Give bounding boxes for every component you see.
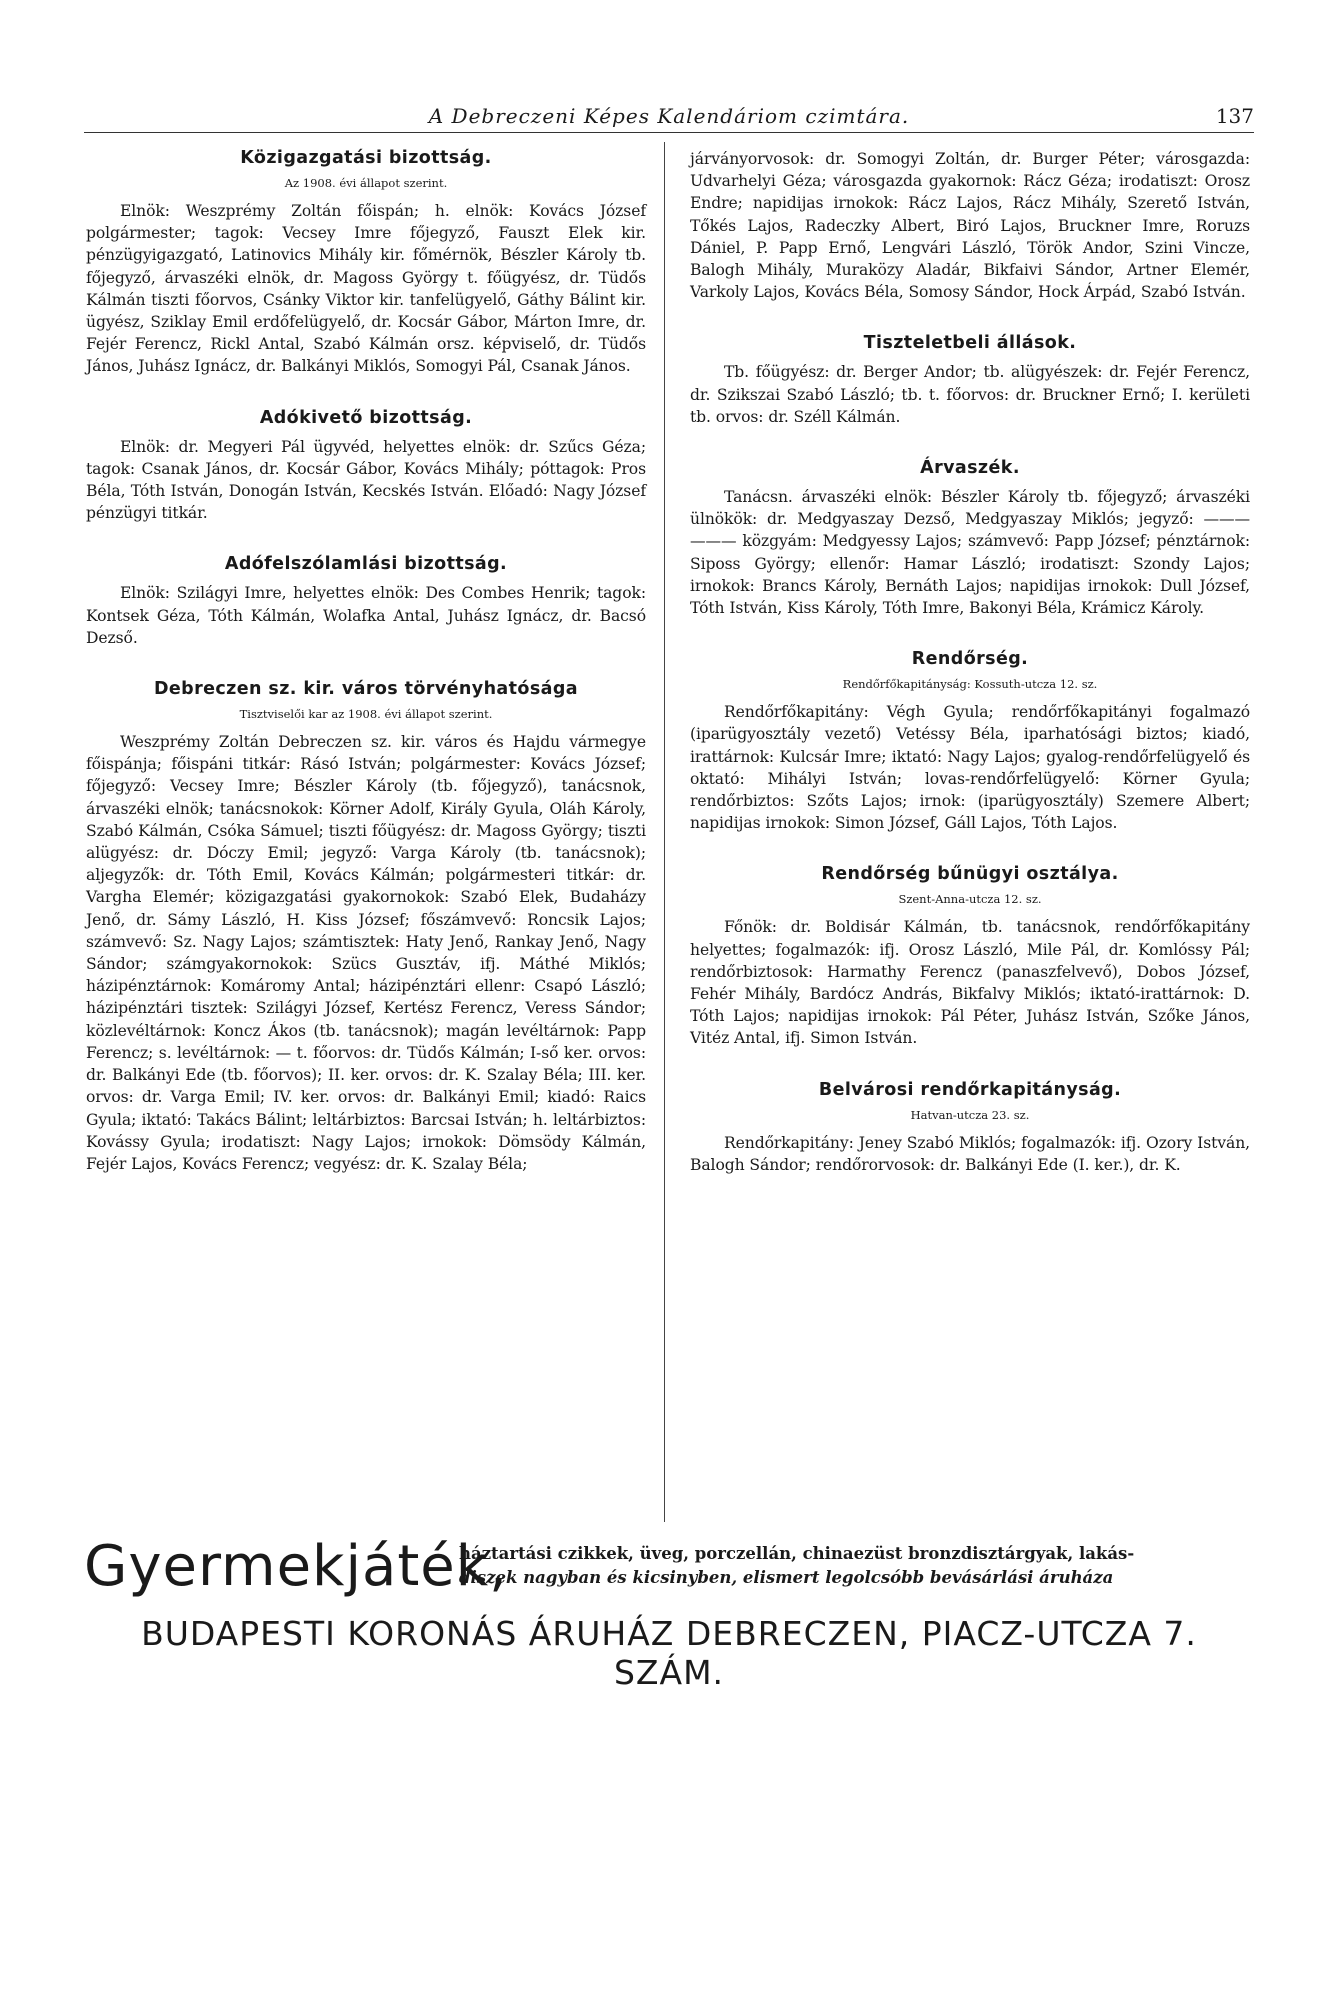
section-title: Rendőrség.	[911, 649, 1029, 670]
section-title: Árvaszék.	[920, 458, 1020, 479]
ad-brand: Gyermekjáték,	[84, 1534, 508, 1599]
ad-description	[459, 1542, 1259, 1590]
section-body: Weszprémy Zoltán Debreczen sz. kir. város és Hajdu vármegye főispánja; főispáni titkár: Rásó István; polgármester: Kovács József; főjegyző: Vecsey Imre; Bészler Károly (tb. főjegyző), tanácsnok, árvaszéki elnök; tanácsnokok: Körner Adolf, Király Gyula, Oláh Károly, Szabó Kálmán, Csóka Sámuel; tiszti főügyész: dr. Magoss György; tiszti alügyész: dr. Dóczy Emil; jegyző: Varga Károly (tb. tanácsnok); aljegyzők: dr. Tóth Emil, Kovács Kálmán; polgármesteri titkár: dr. Vargha Elemér; közigazgatási gyakornokok: Szabó Elek, Budaházy Jenő, dr. Sámy László, H. Kiss József; főszámvevő: Roncsik Lajos; számvevő: Sz. Nagy Lajos; számtisztek: Haty Jenő, Rankay Jenő, Nagy Sándor; számgyakornokok: Szücs Gusztáv, ifj. Máthé Miklós; házipénztárnok: Komáromy Antal; házipénztári ellenr: Csapó László; házipénztári tisztek: Szilágyi József, Kertész Ferencz, Veress Sándor; közlevéltárnok: Koncz Ákos (tb. tanácsnok); magán levéltárnok: Papp Ferencz; s. levéltárnok: — t. főorvos: dr. Tüdős Kálmán; I-ső ker. orvos: dr. Balkányi Ede (tb. főorvos); II. ker. orvos: dr. K. Szalay Béla; III. ker. orvos: dr. Varga Emil; IV. ker. orvos: dr. Balkányi Emil; kiadó: Raics Gyula; iktató: Takács Bálint; leltárbiztos: Barcsai István; h. leltárbiztos: Kovássy Gyula; irodatiszt: Nagy Lajos; irnokok: Dömsödy Kálmán, Fejér Lajos, Kovács Ferencz; vegyész: dr. K. Szalay Béla;	[86, 733, 646, 1173]
ad-line-2: diszek nagyban és kicsinyben, elismert legolcsóbb bevásárlási áruháza	[459, 1568, 1114, 1587]
section-belvarosi	[690, 1080, 1250, 1176]
section-body: Elnök: Szilágyi Imre, helyettes elnök: Des Combes Henrik; tagok: Kontsek Géza, Tóth Kálmán, Wolafka Antal, Juhász Ignácz, dr. Bacsó Dezső.	[86, 584, 646, 647]
section-body: Főnök: dr. Boldisár Kálmán, tb. tanácsnok, rendőrfőkapitány helyettes; fogalmazók: ifj. Orosz László, Mile Pál, dr. Komlóssy Pál; rendőrbiztosok: Harmathy Ferencz (panaszfelvevő), Dobos József, Fehér Mihály, Bardócz András, Bikfalvy Miklós; iktató-irattárnok: D. Tóth Lajos; napidijas irnokok: Pál Péter, Juhász István, Szőke János, Vitéz Antal, ifj. Simon István.	[690, 918, 1250, 1048]
page-header	[84, 104, 1254, 134]
section-title: Közigazgatási bizottság.	[240, 148, 492, 168]
section-subtitle: Hatvan-utcza 23. sz.	[910, 1107, 1030, 1122]
section-body: Tb. főügyész: dr. Berger Andor; tb. alügyészek: dr. Fejér Ferencz, dr. Szikszai Szabó László; tb. t. főorvos: dr. Bruckner Ernő; I. kerületi tb. orvos: dr. Széll Kálmán.	[690, 363, 1250, 426]
section-torvenyhatosag	[86, 679, 646, 1175]
section-title: Tiszteletbeli állások.	[863, 333, 1077, 354]
section-title: Debreczen sz. kir. város törvényhatósága	[153, 679, 578, 700]
section-title: Adófelszólamlási bizottság.	[224, 554, 508, 575]
section-tiszteletbeli	[690, 333, 1250, 428]
section-title: Rendőrség bűnügyi osztálya.	[821, 864, 1119, 885]
section-body: járványorvosok: dr. Somogyi Zoltán, dr. Burger Péter; városgazda: Udvarhelyi Géza; városgazda gyakornok: Rácz Géza; irodatiszt: Orosz Endre; napidijas irnokok: Rácz Lajos, Rácz Mihály, Szerető István, Tőkés Lajos, Radeczky Albert, Biró Lajos, Bruckner Imre, Roruzs Dániel, P. Papp Ernő, Lengvári László, Török Andor, Szini Vincze, Balogh Mihály, Muraközy Aladár, Bikfaivi Sándor, Artner Elemér, Varkoly Lajos, Kovács Béla, Somosy Sándor, Hock Árpád, Szabó István.	[690, 150, 1250, 302]
section-body: Rendőrkapitány: Jeney Szabó Miklós; fogalmazók: ifj. Ozory István, Balogh Sándor; rendőrorvosok: dr. Balkányi Ede (I. ker.), dr. K.	[690, 1133, 1250, 1174]
page-number: 137	[1215, 104, 1254, 128]
section-continued	[690, 148, 1250, 303]
section-body: Rendőrfőkapitány: Végh Gyula; rendőrfőkapitányi fogalmazó (iparügyosztály vezető) Vetéssy Béla, iparhatósági biztos; kiadó, irattárnok: Kulcsár Imre; iktató: Nagy Lajos; gyalog-rendőrfelügyelő és oktató: Mihályi István; lovas-rendőrfelügyelő: Körner Gyula; rendőrbiztos: Szőts Lajos; irnok: (iparügyosztály) Szemere Albert; napidijas irnokok: Simon József, Gáll Lajos, Tóth Lajos.	[690, 703, 1250, 833]
section-kozigazgatasi	[86, 148, 646, 378]
section-body: Tanácsn. árvaszéki elnök: Bészler Károly tb. főjegyző; árvaszéki ülnökök: dr. Medgyaszay Dezső, Medgyaszay Miklós; jegyző: ——— ——— közgyám: Medgyessy Lajos; számvevő: Papp József; pénztárnok: Siposs György; ellenőr: Hamar László; irodatiszt: Szondy Lajos; irnokok: Brancs Károly, Bernáth Lajos; napidijas irnokok: Dull József, Tóth István, Kiss Károly, Tóth Imre, Bakonyi Béla, Krámicz Károly.	[690, 488, 1250, 618]
header-rule	[84, 132, 1254, 133]
section-body: Elnök: Weszprémy Zoltán főispán; h. elnök: Kovács József polgármester; tagok: Vecsey Imre főjegyző, Fauszt Elek kir. pénzügyigazgató, Latinovics Mihály kir. főmérnök, Bészler Károly tb. főjegyző, árvaszéki elnök, dr. Magoss György t. főügyész, dr. Tüdős Kálmán tiszti főorvos, Csánky Viktor kir. tanfelügyelő, Gáthy Bálint kir. ügyész, Sziklay Emil erdőfelügyelő, dr. Kocsár Gábor, Márton Imre, dr. Fejér Ferencz, Rickl Antal, Szabó Kálmán orsz. képviselő, dr. Tüdős János, Juhász Ignácz, dr. Balkányi Miklós, Somogyi Pál, Csanak János.	[86, 202, 646, 376]
section-subtitle: Az 1908. évi állapot szerint.	[284, 176, 448, 190]
section-rendorseg	[690, 649, 1250, 834]
column-divider	[664, 142, 665, 1522]
section-title: Belvárosi rendőrkapitányság.	[818, 1079, 1122, 1100]
section-subtitle: Szent-Anna-utcza 12. sz.	[898, 892, 1042, 907]
section-arvaszek	[690, 458, 1250, 619]
ad-store-name: BUDAPESTI KORONÁS ÁRUHÁZ DEBRECZEN, PIACZ-UTCZA 7. SZÁM.	[141, 1614, 1197, 1692]
section-subtitle: Tisztviselői kar az 1908. évi állapot szerint.	[239, 707, 493, 722]
right-column	[690, 148, 1250, 1206]
section-subtitle: Rendőrfőkapitányság: Kossuth-utcza 12. sz.	[842, 677, 1098, 692]
section-title: Adókivető bizottság.	[259, 407, 473, 428]
section-adofelszolamlasi	[86, 554, 646, 649]
section-bunugyi	[690, 864, 1250, 1049]
left-column	[86, 148, 646, 1205]
advertisement	[84, 1532, 1254, 1692]
header-title: A Debreczeni Képes Kalendáriom czimtára.	[428, 104, 910, 128]
section-body: Elnök: dr. Megyeri Pál ügyvéd, helyettes elnök: dr. Szűcs Géza; tagok: Csanak János, dr. Kocsár Gábor, Kovács Mihály; póttagok: Pros Béla, Tóth István, Donogán István, Kecskés István. Előadó: Nagy József pénzügyi titkár.	[86, 437, 646, 523]
section-adokiveto	[86, 408, 646, 525]
ad-line-1: háztartási czikkek, üveg, porczellán, chinaezüst bronzdisztárgyak, lakás-	[459, 1544, 1135, 1563]
